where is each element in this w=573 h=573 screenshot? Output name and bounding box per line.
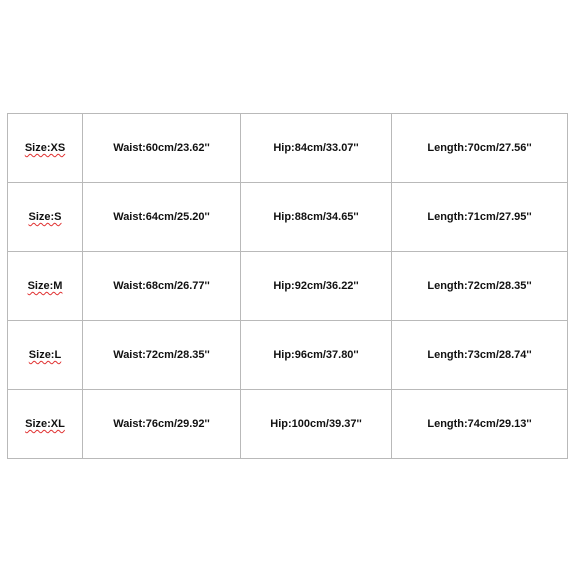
waist-cell: Waist:64cm/25.20'' <box>83 183 241 252</box>
size-cell <box>8 252 83 321</box>
hip-cell: Hip:100cm/39.37'' <box>241 390 392 459</box>
length-cell: Length:74cm/29.13'' <box>392 390 568 459</box>
waist-cell: Waist:68cm/26.77'' <box>83 252 241 321</box>
size-cell <box>8 390 83 459</box>
size-label: Size:S <box>28 211 62 223</box>
size-cell <box>8 183 83 252</box>
size-label: Size:L <box>28 349 62 361</box>
waist-cell: Waist:76cm/29.92'' <box>83 390 241 459</box>
table-row <box>8 114 568 183</box>
length-cell: Length:72cm/28.35'' <box>392 252 568 321</box>
length-cell: Length:73cm/28.74'' <box>392 321 568 390</box>
table-row <box>8 183 568 252</box>
hip-cell: Hip:96cm/37.80'' <box>241 321 392 390</box>
size-label: Size:M <box>27 280 63 292</box>
table-row <box>8 252 568 321</box>
size-label: Size:XS <box>24 142 66 154</box>
size-chart-table <box>7 113 568 459</box>
length-cell: Length:70cm/27.56'' <box>392 114 568 183</box>
waist-cell: Waist:72cm/28.35'' <box>83 321 241 390</box>
waist-cell: Waist:60cm/23.62'' <box>83 114 241 183</box>
hip-cell: Hip:88cm/34.65'' <box>241 183 392 252</box>
hip-cell: Hip:92cm/36.22'' <box>241 252 392 321</box>
table-row <box>8 321 568 390</box>
length-cell: Length:71cm/27.95'' <box>392 183 568 252</box>
size-cell <box>8 114 83 183</box>
size-cell <box>8 321 83 390</box>
hip-cell: Hip:84cm/33.07'' <box>241 114 392 183</box>
table-row <box>8 390 568 459</box>
size-label: Size:XL <box>25 418 65 430</box>
